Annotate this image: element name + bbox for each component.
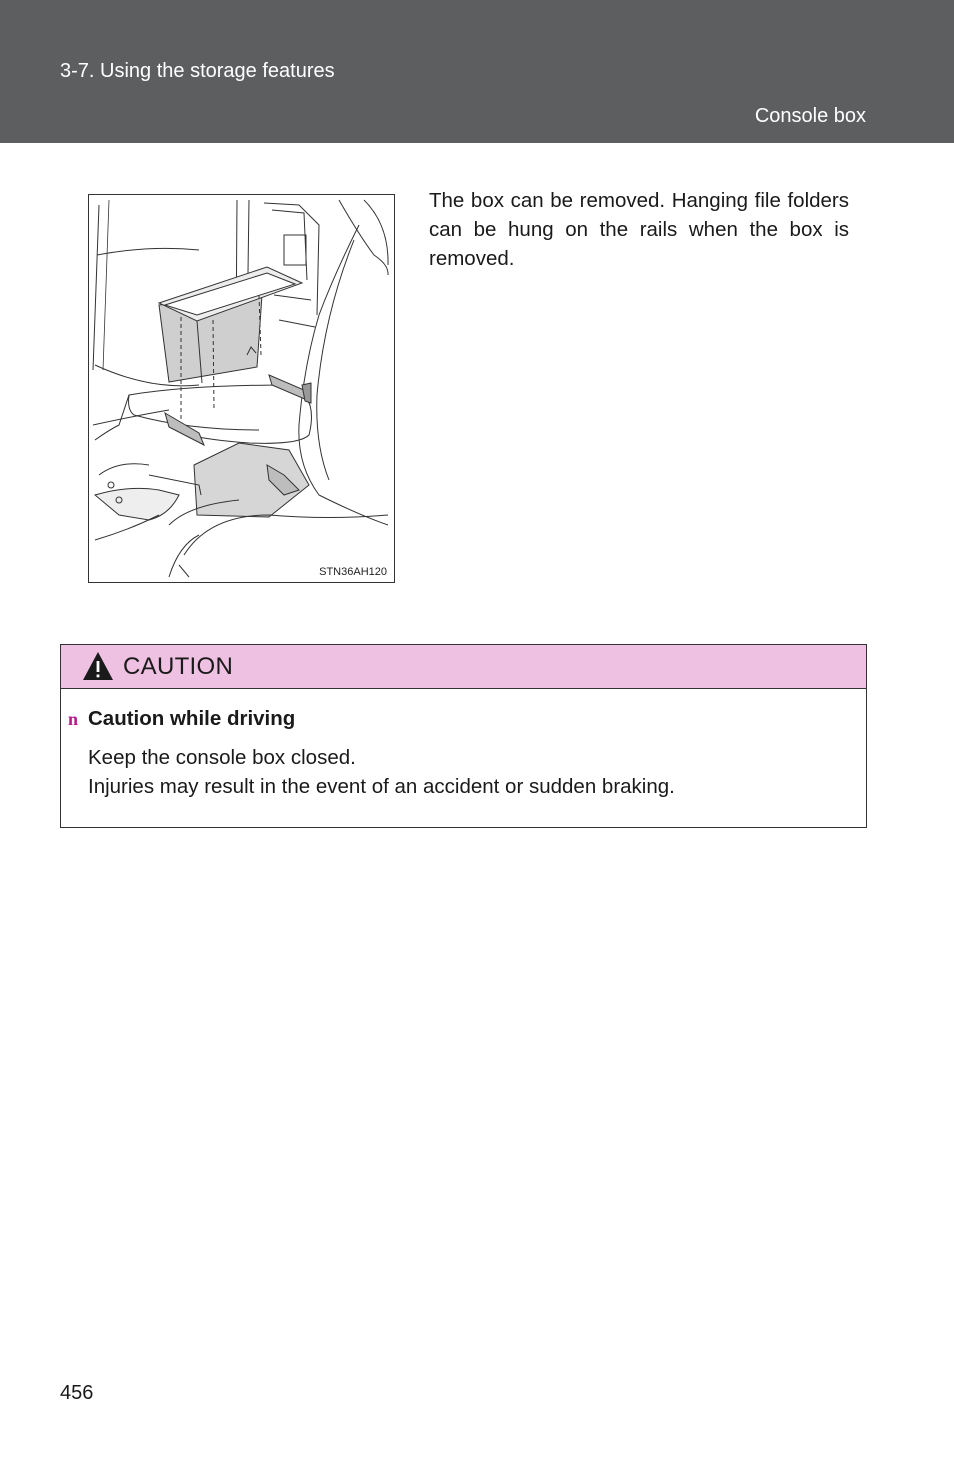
console-box-illustration [88,194,395,583]
caution-heading: Caution while driving [88,707,296,730]
body-paragraph: The box can be removed. Hanging file folders can be hung on the rails when the box is removed. [429,189,849,270]
caution-bullet-marker: n [68,709,79,729]
figure-code: STN36AH120 [319,566,387,578]
caution-line: Injuries may result in the event of an accident or sudden braking. [88,775,675,798]
caution-title: CAUTION [123,653,234,680]
caution-box [60,644,867,828]
page-topic: Console box [754,105,866,127]
page-header [0,0,954,143]
warning-triangle-icon [81,650,115,682]
caution-line: Keep the console box closed. [88,746,356,769]
section-label: 3-7. Using the storage features [60,60,335,82]
page-number: 456 [60,1382,94,1404]
caution-header [61,645,866,689]
